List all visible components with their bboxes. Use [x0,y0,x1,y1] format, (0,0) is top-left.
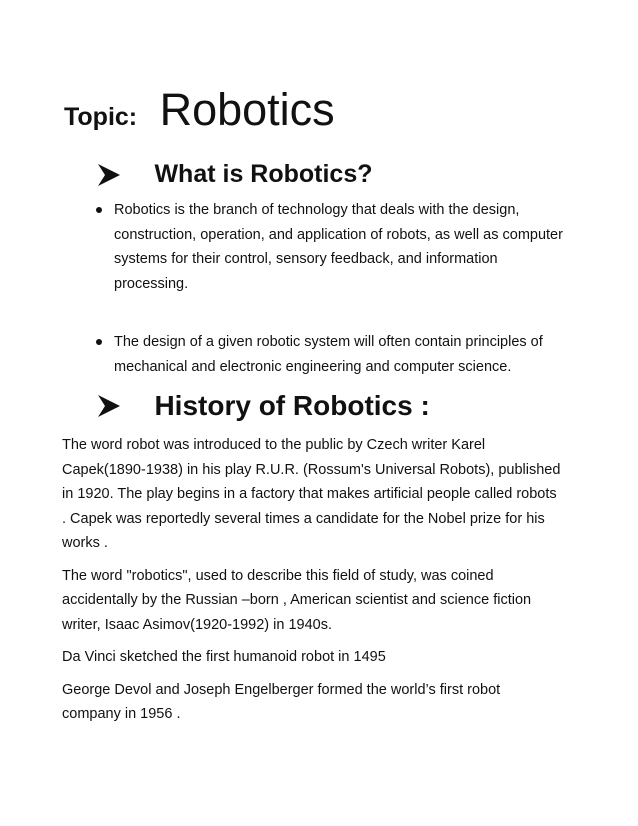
topic-value: Robotics [159,84,335,135]
arrowhead-bullet-icon [96,162,122,188]
history-paragraph: The word "robotics", used to describe this field of study, was coined accidentally by the Russian –born , American scientist and science fiction writer, Isaac Asimov(1920-1992) in 1940s. [62,567,532,633]
history-paragraph: George Devol and Joseph Engelberger formed the world’s first robot company in 1956 . [62,681,501,722]
bullet-item: Robotics is the branch of technology that deals with the design, construction, operation, and application of robots, as well as computer systems for their control, sensory feedback, and information processing. [96,198,566,296]
history-paragraph: The word robot was introduced to the public by Czech writer Karel Capek(1890-1938) in his play R.U.R. (Rossum's Universal Robots), published in 1920. The play begins in a factory that makes artificial people called robots . Capek was reportedly several times a candidate for the Nobel prize for his works . [62,437,561,551]
topic-label: Topic: [64,103,138,131]
bullet-item: The design of a given robotic system will often contain principles of mechanical and electronic engineering and computer science. [96,330,566,379]
section-heading-what-is-robotics [96,160,373,189]
history-paragraph: Da Vinci sketched the first humanoid robot in 1495 [62,649,386,665]
section-heading-history [96,390,430,422]
topic-title [64,84,335,136]
section-heading-text: History of Robotics : [154,390,430,421]
definition-bullet-list [96,198,566,379]
arrowhead-bullet-icon [96,393,122,419]
history-body [62,433,562,735]
section-heading-text: What is Robotics? [154,160,373,188]
